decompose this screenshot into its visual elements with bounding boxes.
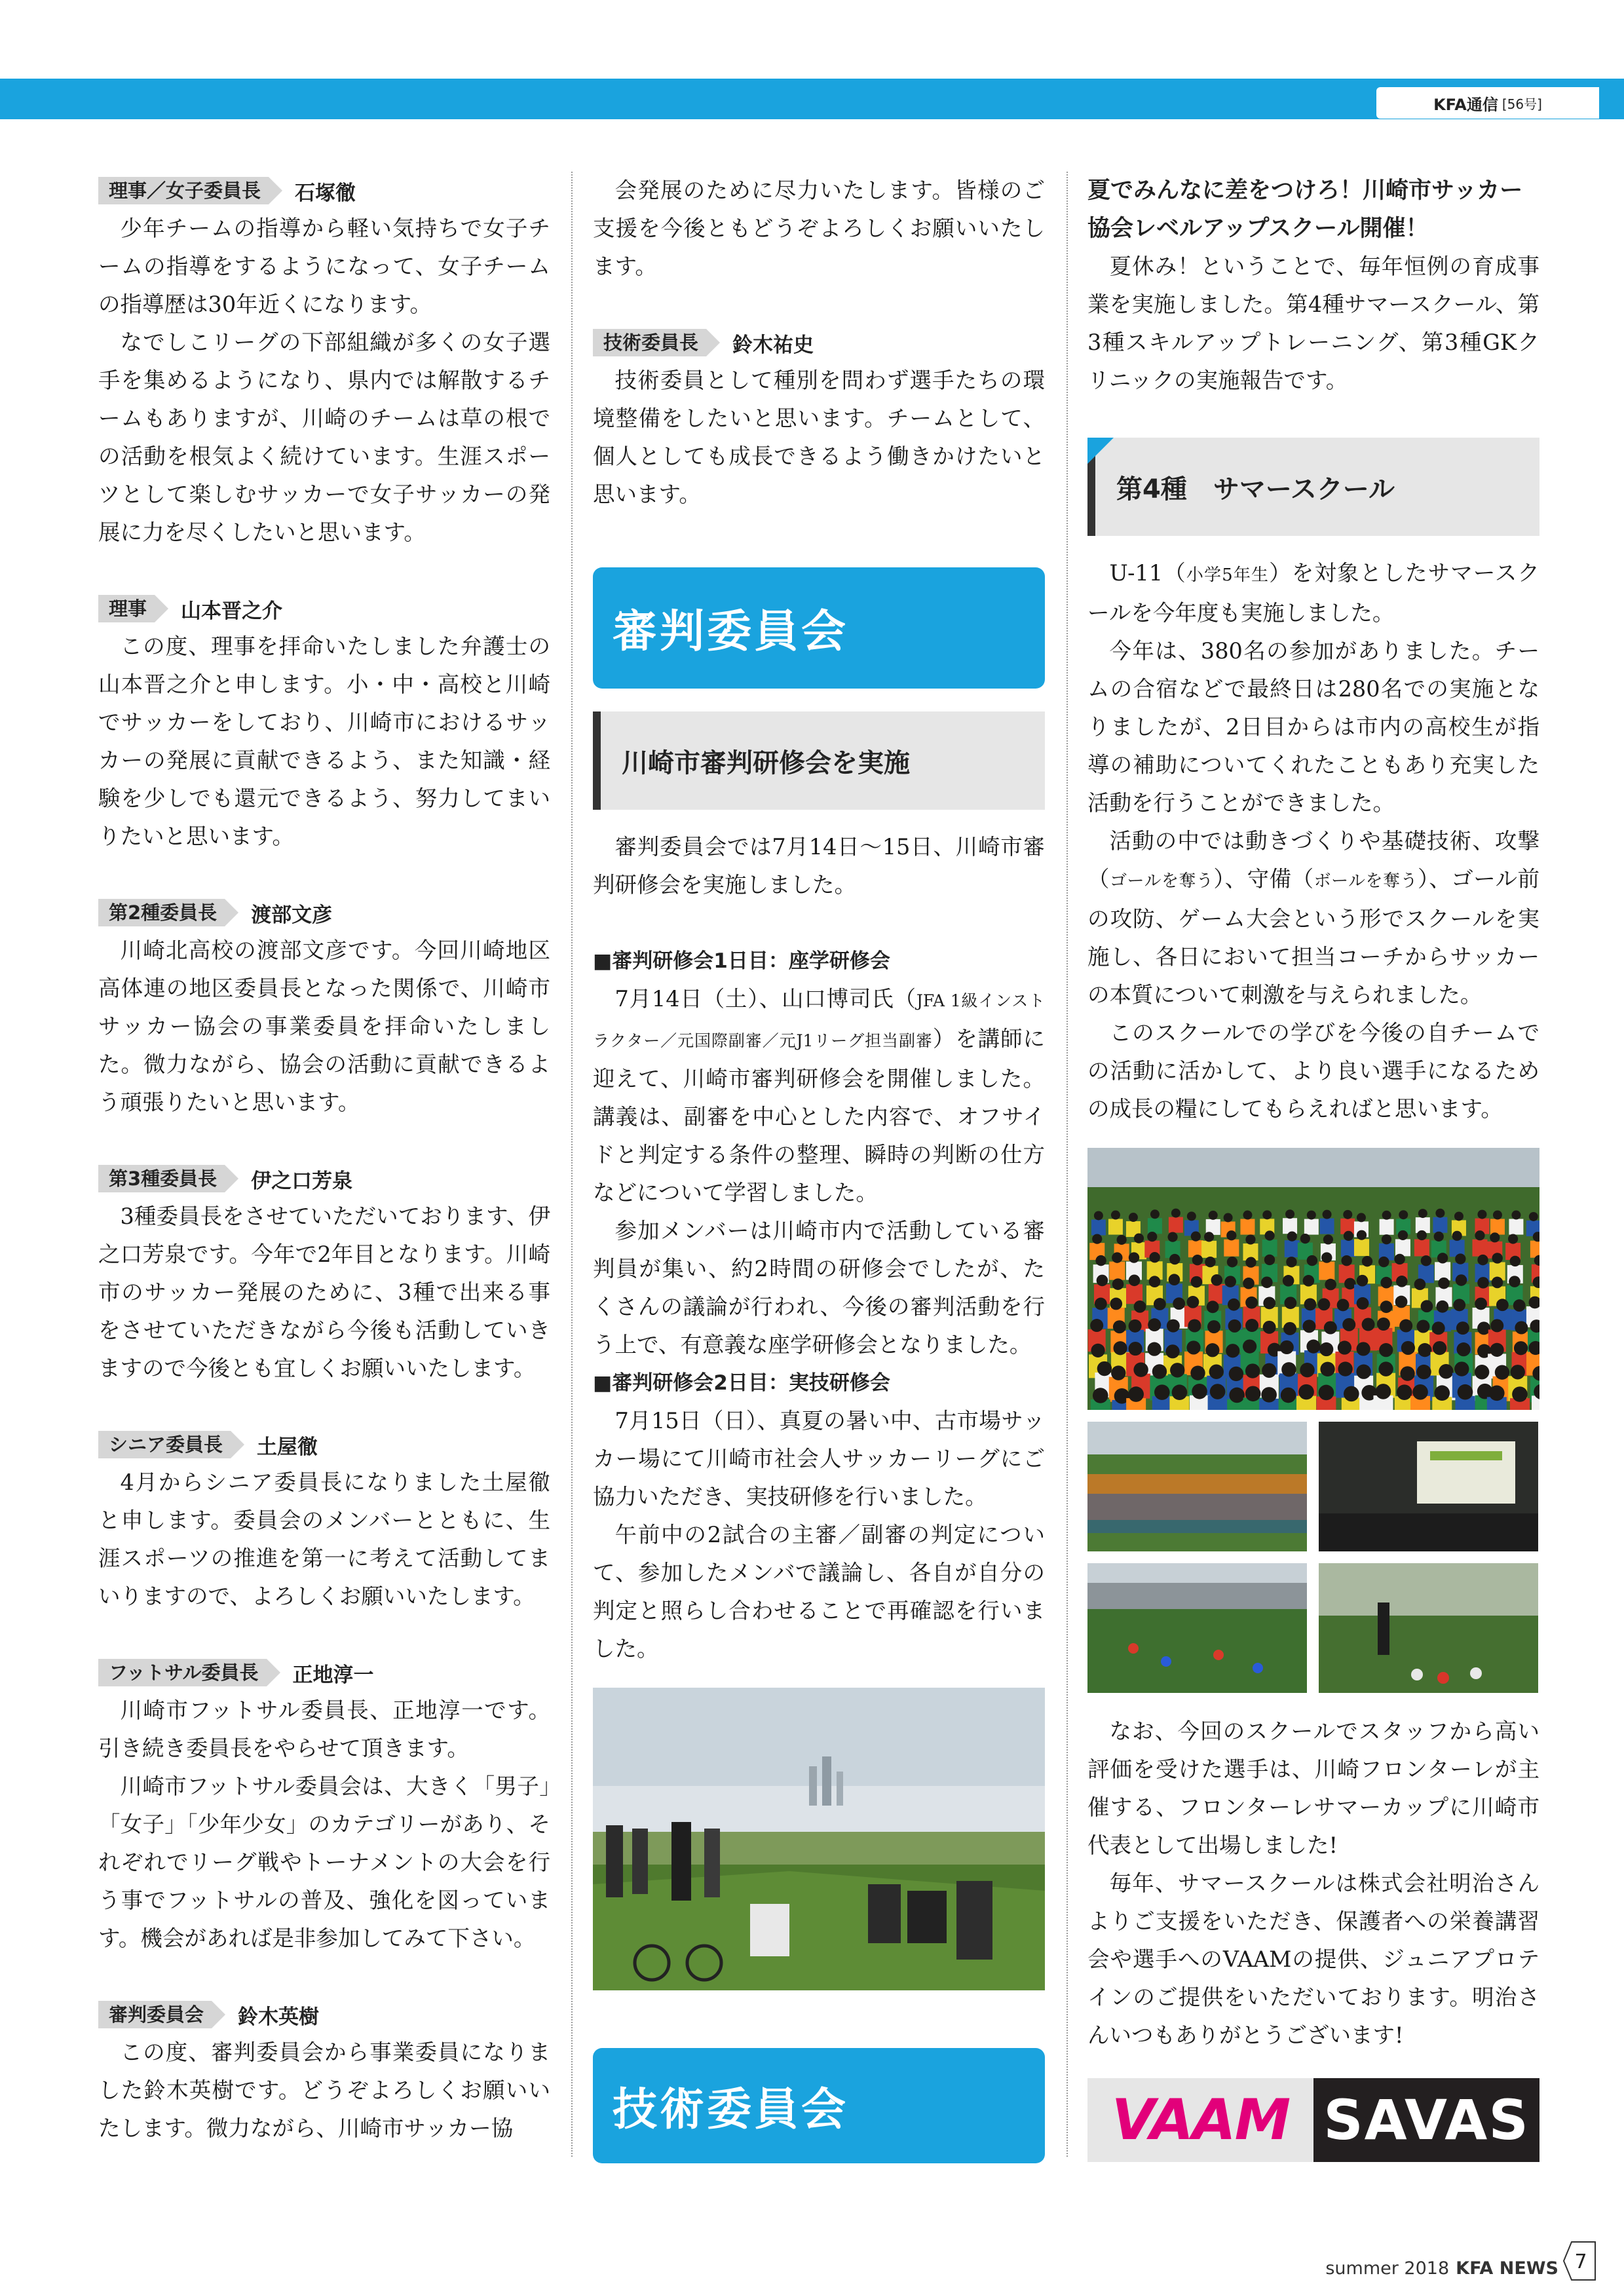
savas-logo: SAVAS: [1313, 2078, 1539, 2162]
lecture-room-photo: [1319, 1422, 1538, 1551]
day2-title: ■審判研修会2日目：実技研修会: [593, 1371, 890, 1395]
tech-chair-text: 技術委員として種別を問わず選手たちの環境整備をしたいと思います。チームとして、個人としても成長できるよう働きかけたいと思います。: [593, 368, 1045, 507]
person-name: 伊之口芳泉: [251, 1169, 353, 1193]
footer-magazine: KFA NEWS: [1456, 2258, 1558, 2279]
person-name: 鈴木英樹: [238, 2005, 320, 2029]
vaam-logo: VAAM: [1087, 2078, 1313, 2162]
role-heading: [98, 590, 550, 628]
role-heading: [98, 172, 550, 210]
technical-committee-header: [593, 2048, 1045, 2163]
greeting-paragraph: この度、審判委員会から事業委員になりました鈴木英樹です。どうぞよろしくお願いいたします。微力ながら、川崎市サッカー協: [98, 2039, 550, 2141]
role-heading: [98, 894, 550, 932]
school-photo-row-2: [1087, 1563, 1539, 1693]
school-group-photo: [1087, 1148, 1539, 1410]
summer-paragraph-2: 今年は、380名の参加がありました。チームの合宿などで最終日は280名での実施となりましたが、2日目からは市内の高校生が指導の補助についてくれたこともあり充実した活動を行うことができました。: [1087, 638, 1539, 816]
column-divider: [571, 172, 573, 2157]
page-number: [1562, 2241, 1596, 2281]
person-name: 正地淳一: [292, 1663, 374, 1687]
referee-field-photo: [593, 1688, 1045, 1990]
greeting-paragraph: この度、理事を拝命いたしました弁護士の山本晋之介と申します。小・中・高校と川崎でサッカーをしており、川崎市におけるサッカーの発展に貢献できるよう、また知識・経験を少しでも還元できるよう、努力してまいりたいと思います。: [98, 634, 550, 849]
greeting-paragraph: 3種委員長をさせていただいております、伊之口芳泉です。今年で2年目となります。川崎市のサッカー発展のために、3種で出来る事をさせていただきながら今後も活動していきますので今後とも宜しくお願いいたします。: [98, 1204, 550, 1381]
article-intro: 夏休み！ということで、毎年恒例の育成事業を実施しました。第4種サマースクール、第3種スキルアップトレーニング、第3種GKクリニックの実施報告です。: [1087, 254, 1539, 393]
greeting-paragraph: 川崎市フットサル委員会は、大きく「男子」「女子」「少年少女」のカテゴリーがあり、それぞれでリーグ戦やトーナメントの大会を行う事でフットサルの普及、強化を図っています。機会があれば是非参加してみて下さい。: [98, 1773, 550, 1951]
page-footer: [1325, 2258, 1558, 2279]
referee-committee-title: 審判委員会: [613, 606, 849, 658]
role-tag: 理事: [98, 595, 155, 622]
day1-paragraph-1: 7月14日（土）、山口博司氏（JFA 1級インストラクター／元国際副審／元J1リーグ担当副審）を講師に迎えて、川崎市審判研修会を開催しました。講義は、副審を中心とした内容で、オフサイドと判定する条件の整理、瞬時の判断の仕方などについて学習しました。: [593, 986, 1046, 1205]
column-committee-greetings: [98, 172, 550, 2148]
referee-seminar-title: 川崎市審判研修会を実施: [622, 748, 910, 778]
summer-school-title: 第4種 サマースクール: [1116, 474, 1395, 504]
role-tag: 第3種委員長: [98, 1165, 225, 1192]
role-heading: [98, 1160, 550, 1198]
day2-paragraph-2: 午前中の2試合の主審／副審の判定について、参加したメンバで議論し、各自が自分の判定と照らし合わせることで再確認を行いました。: [593, 1522, 1045, 1661]
technical-committee-title: 技術委員会: [613, 2083, 849, 2136]
day2-paragraph-1: 7月15日（日）、真夏の暑い中、古市場サッカー場にて川崎市社会人サッカーリーグにご協力いただき、実技研修を行いました。: [593, 1408, 1045, 1509]
issue-badge: [1376, 87, 1599, 119]
day1-title: ■審判研修会1日目：座学研修会: [593, 949, 890, 973]
stadium-training-photo: [1087, 1563, 1307, 1693]
column-divider: [1067, 172, 1068, 2157]
coach-session-photo: [1319, 1563, 1538, 1693]
summer-paragraph-5: なお、今回のスクールでスタッフから高い評価を受けた選手は、川崎フロンターレが主催する、フロンターレサマーカップに川崎市代表として出場しました!: [1087, 1718, 1539, 1858]
greeting-paragraph: 川崎北高校の渡部文彦です。今回川崎地区高体連の地区委員長となった関係で、川崎市サッカー協会の事業委員を拝命いたしました。微力ながら、協会の活動に貢献できるよう頑張りたいと思います。: [98, 938, 550, 1115]
person-name: 土屋徹: [257, 1435, 318, 1459]
greeting-paragraph: 4月からシニア委員長になりました土屋徹と申します。委員会のメンバーとともに、生涯スポーツの推進を第一に考えて活動してまいりますので、よろしくお願いいたします。: [98, 1470, 550, 1609]
sponsor-logos: [1087, 2078, 1539, 2162]
summer-paragraph-3: 活動の中では動きづくりや基礎技術、攻撃（ゴールを奪う）、守備（ボールを奪う）、ゴール前の攻防、ゲーム大会という形でスクールを実施し、各日において担当コーチからサッカーの本質について刺激を与えられました。: [1087, 828, 1540, 1008]
issue-number: [56号]: [1501, 96, 1542, 112]
role-tag: 第2種委員長: [98, 899, 225, 926]
summer-school-heading: [1087, 438, 1539, 536]
summer-paragraph-1: U-11（小学5年生）を対象としたサマースクールを今年度も実施しました。: [1087, 560, 1539, 626]
person-name: 石塚徹: [295, 181, 356, 205]
person-name: 山本晋之介: [181, 599, 283, 623]
greeting-paragraph: 川崎市フットサル委員長、正地淳一です。引き続き委員長をやらせて頂きます。: [98, 1698, 550, 1761]
person-name: 渡部文彦: [251, 903, 333, 927]
role-tag: 審判委員会: [98, 2001, 212, 2028]
greeting-paragraph: なでしこリーグの下部組織が多くの女子選手を集めるようになり、県内では解散するチームもありますが、川崎のチームは草の根での活動を根気よく続けています。生涯スポーツとして楽しむサッカーで女子サッカーの発展に力を尽くしたいと思います。: [98, 330, 550, 545]
school-photo-row-1: [1087, 1422, 1539, 1551]
day1-paragraph-2: 参加メンバーは川崎市内で活動している審判員が集い、約2時間の研修会でしたが、たくさんの議論が行われ、今後の審判活動を行う上で、有意義な座学研修会となりました。: [593, 1218, 1045, 1357]
role-tag: 技術委員長: [593, 329, 706, 356]
article-title: 夏でみんなに差をつけろ！川崎市サッカー協会レベルアップスクール開催！: [1087, 178, 1523, 242]
role-heading: [98, 1996, 550, 2034]
role-heading: [98, 1426, 550, 1464]
referee-intro: 審判委員会では7月14日〜15日、川崎市審判研修会を実施しました。: [593, 834, 1045, 898]
referee-committee-header: [593, 567, 1045, 689]
role-tag: フットサル委員長: [98, 1659, 267, 1686]
svg-text:7: 7: [1574, 2250, 1587, 2273]
greeting-paragraph: 少年チームの指導から軽い気持ちで女子チームの指導をするようになって、女子チームの指導歴は30年近くになります。: [98, 216, 550, 317]
publication-name: KFA通信: [1433, 95, 1498, 114]
footer-season: summer 2018: [1325, 2258, 1450, 2279]
role-tag: 理事／女子委員長: [98, 177, 269, 204]
column-summer-school: [1087, 172, 1539, 2162]
referee-seminar-heading: [593, 711, 1045, 810]
summer-paragraph-6: 毎年、サマースクールは株式会社明治さんよりご支援をいただき、保護者への栄養講習会や選手へのVAAMの提供、ジュニアプロテインのご提供をいただいております。明治さんいつもありがとうございます!: [1087, 1870, 1539, 2048]
person-name: 鈴木祐史: [732, 333, 814, 357]
school-field-photo: [1087, 1422, 1307, 1551]
role-heading: [98, 1654, 550, 1692]
tech-chair-heading: [593, 324, 1045, 362]
continuation-text: 会発展のために尽力いたします。皆様のご支援を今後ともどうぞよろしくお願いいたします。: [593, 178, 1045, 279]
column-referee-committee: [593, 172, 1045, 2163]
role-tag: シニア委員長: [98, 1431, 231, 1458]
summer-paragraph-4: このスクールでの学びを今後の自チームでの活動に活かして、より良い選手になるための成長の糧にしてもらえればと思います。: [1087, 1020, 1539, 1122]
